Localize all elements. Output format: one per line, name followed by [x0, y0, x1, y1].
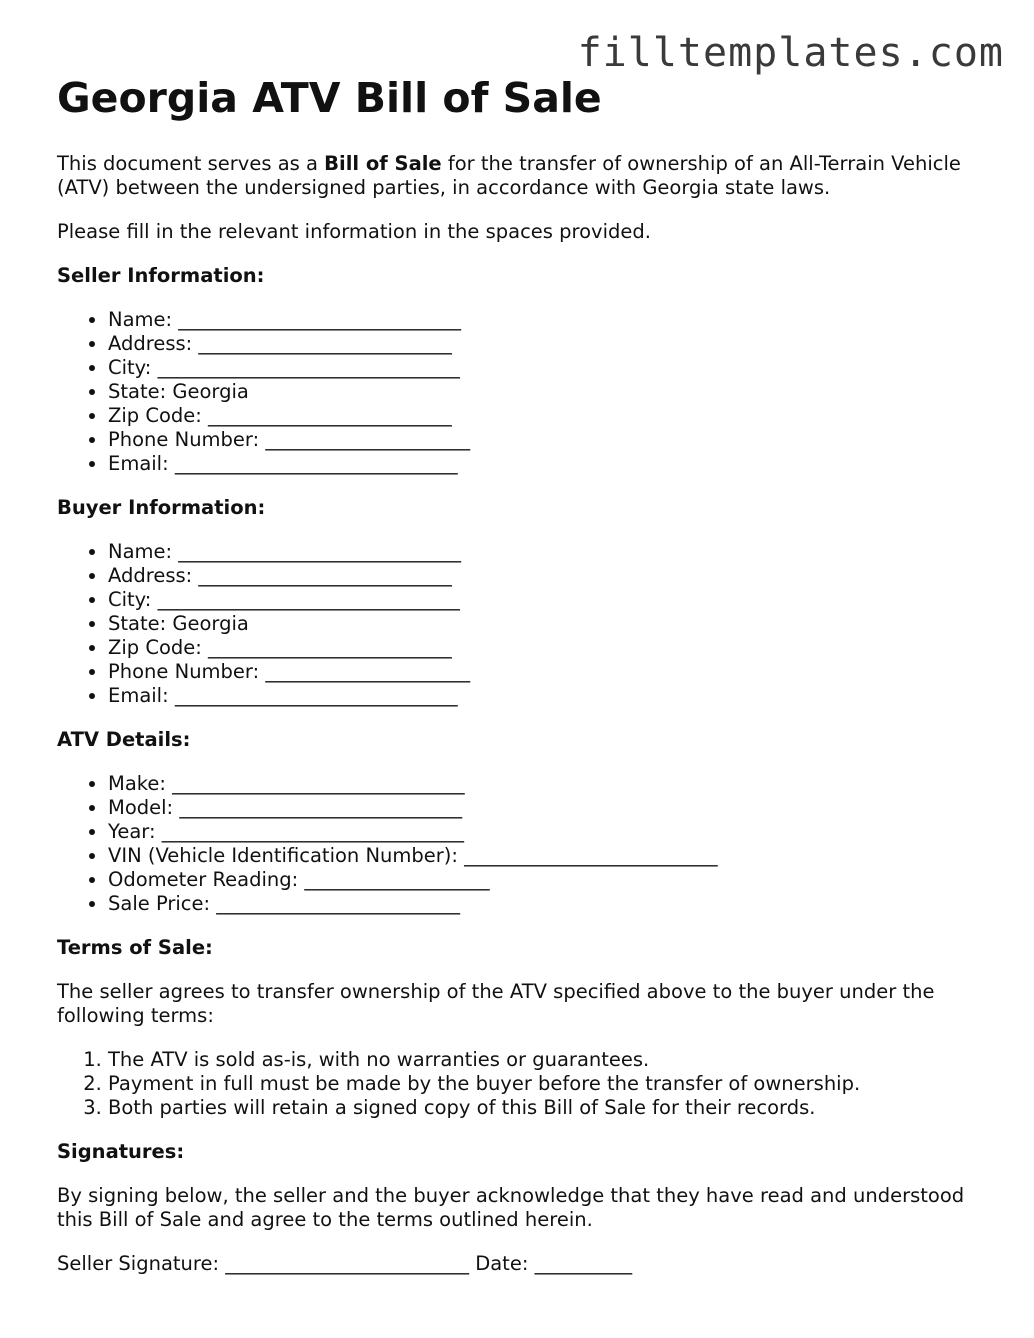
buyer-zip-field[interactable]: • Zip Code: _________________________	[108, 636, 987, 660]
buyer-city-field[interactable]: • City: _______________________________	[108, 588, 987, 612]
intro-paragraph	[57, 152, 987, 200]
seller-zip-field[interactable]: • Zip Code: _________________________	[108, 404, 987, 428]
terms-item: 1. The ATV is sold as-is, with no warranties or guarantees.	[108, 1048, 987, 1072]
seller-heading: Seller Information:	[57, 264, 265, 287]
seller-name-field[interactable]: • Name: _____________________________	[108, 308, 987, 332]
buyer-email-field[interactable]: • Email: _____________________________	[108, 684, 987, 708]
intro-text-bold: Bill of Sale	[324, 152, 442, 175]
seller-email-field[interactable]: • Email: _____________________________	[108, 452, 987, 476]
atv-heading: ATV Details:	[57, 728, 191, 751]
buyer-name-field[interactable]: • Name: _____________________________	[108, 540, 987, 564]
terms-item: 3. Both parties will retain a signed copy of this Bill of Sale for their records.	[108, 1096, 987, 1120]
atv-make-field[interactable]: • Make: ______________________________	[108, 772, 987, 796]
page-title: Georgia ATV Bill of Sale	[57, 74, 602, 122]
seller-city-field[interactable]: • City: _______________________________	[108, 356, 987, 380]
buyer-state-field: • State: Georgia	[108, 612, 987, 636]
terms-intro: The seller agrees to transfer ownership of the ATV specified above to the buyer under the following terms:	[57, 980, 935, 1027]
buyer-address-field[interactable]: • Address: __________________________	[108, 564, 987, 588]
terms-heading: Terms of Sale:	[57, 936, 213, 959]
atv-vin-field[interactable]: • VIN (Vehicle Identification Number): __________________________	[108, 844, 987, 868]
document-page	[57, 70, 987, 1276]
buyer-heading: Buyer Information:	[57, 496, 266, 519]
instruction-text: Please fill in the relevant information in the spaces provided.	[57, 220, 651, 243]
intro-text-before: This document serves as a	[57, 152, 325, 175]
seller-state-field: • State: Georgia	[108, 380, 987, 404]
signatures-heading: Signatures:	[57, 1140, 185, 1163]
atv-price-field[interactable]: • Sale Price: _________________________	[108, 892, 987, 916]
watermark: filltemplates.com	[577, 30, 1004, 76]
seller-address-field[interactable]: • Address: __________________________	[108, 332, 987, 356]
seller-phone-field[interactable]: • Phone Number: _____________________	[108, 428, 987, 452]
seller-list	[57, 308, 987, 476]
signatures-text: By signing below, the seller and the buyer acknowledge that they have read and understood this Bill of Sale and agree to the terms outlined herein.	[57, 1184, 965, 1231]
terms-list	[57, 1048, 987, 1120]
buyer-phone-field[interactable]: • Phone Number: _____________________	[108, 660, 987, 684]
terms-item: 2. Payment in full must be made by the buyer before the transfer of ownership.	[108, 1072, 987, 1096]
intro-text-after: for the transfer of ownership of an All-Terrain Vehicle (ATV) between the undersigned parties, in accordance with Georgia state laws.	[57, 152, 961, 199]
atv-odometer-field[interactable]: • Odometer Reading: ___________________	[108, 868, 987, 892]
buyer-list	[57, 540, 987, 708]
seller-signature-line[interactable]: Seller Signature: _________________________ Date: __________	[57, 1252, 633, 1275]
atv-model-field[interactable]: • Model: _____________________________	[108, 796, 987, 820]
atv-list	[57, 772, 987, 916]
atv-year-field[interactable]: • Year: _______________________________	[108, 820, 987, 844]
